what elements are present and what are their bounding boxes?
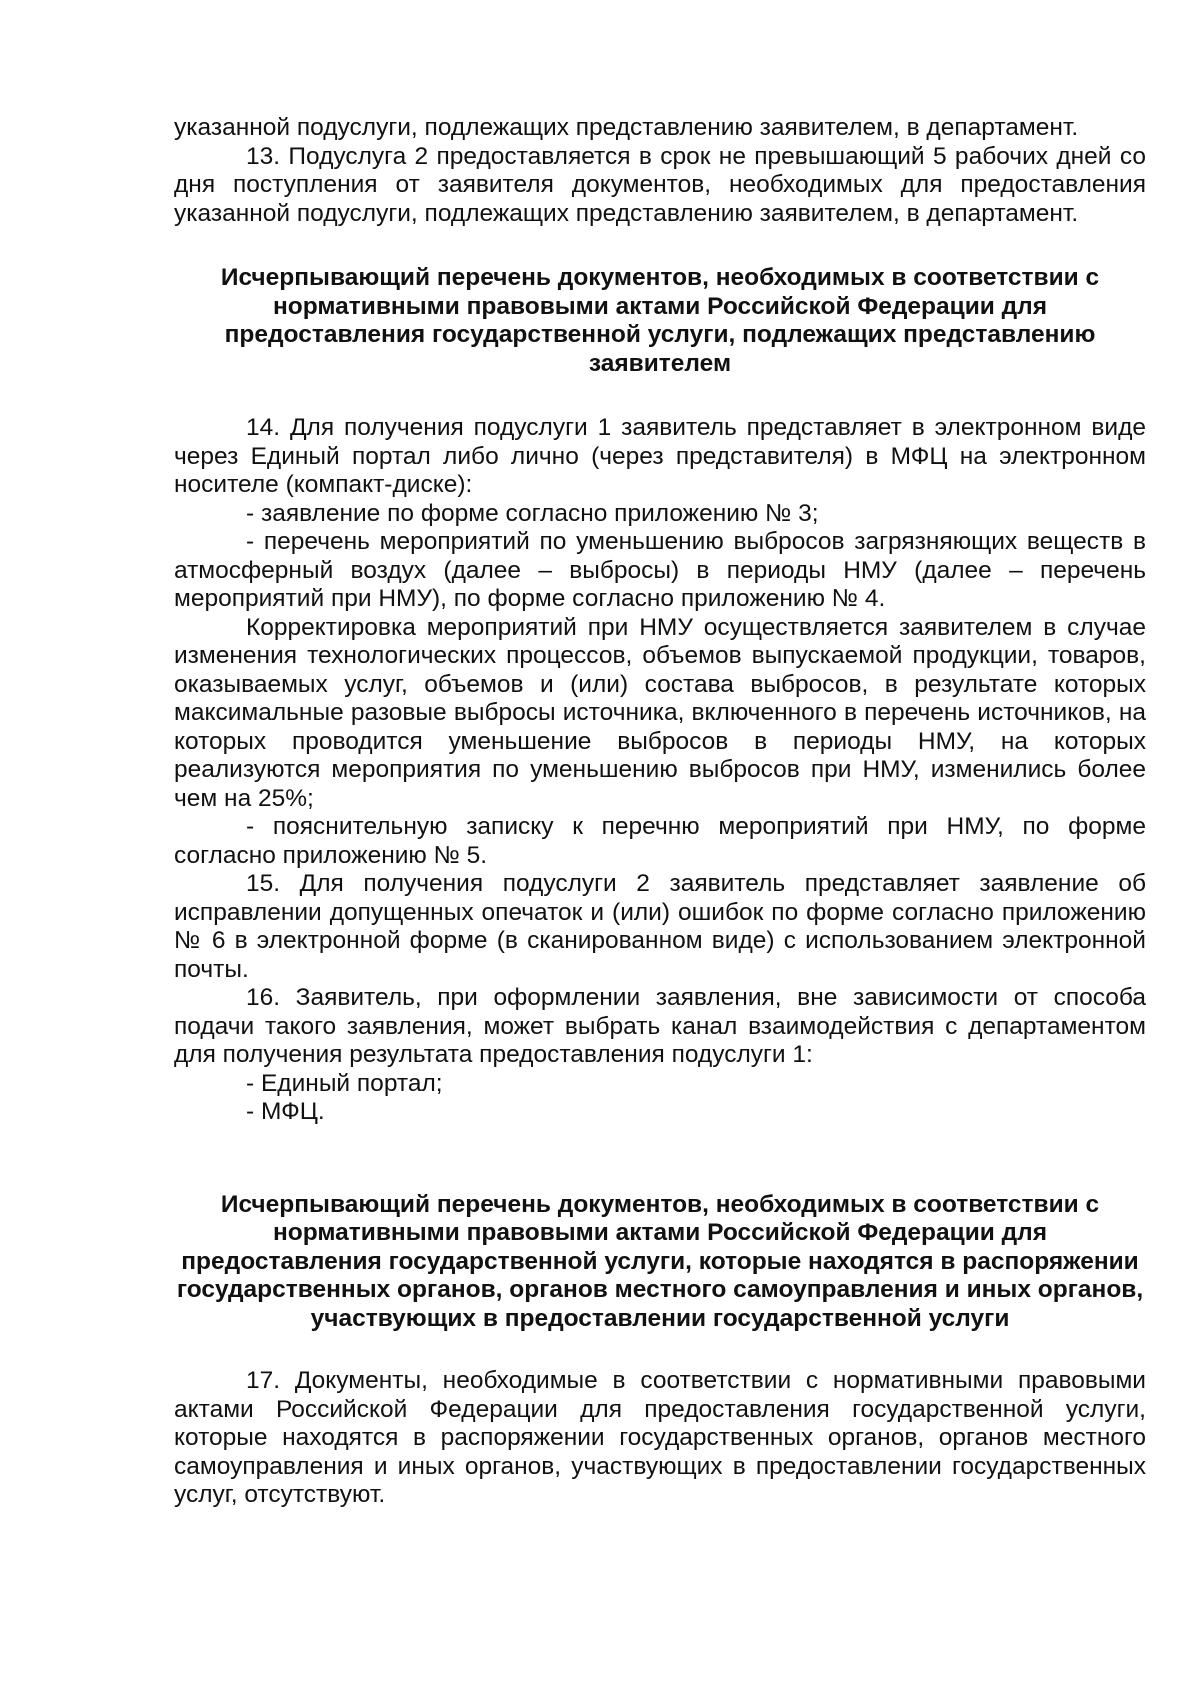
- paragraph-continuation: указанной подуслуги, подлежащих представлению заявителем, в департамент.: [174, 114, 1079, 141]
- section-heading-documents-by-authorities: Исчерпывающий перечень документов, необходимых в соответствии с нормативными правовыми актами Российской Федерации для предоставления государственной услуги, которые находятся в распоряжении государственных органов, органов местного самоуправления и иных органов, участвующих в предоставлении государственной услуги: [176, 1190, 1144, 1332]
- list-item-application-form: - заявление по форме согласно приложению № 3;: [246, 499, 819, 527]
- section-heading-documents-by-applicant: Исчерпывающий перечень документов, необходимых в соответствии с нормативными правовыми актами Российской Федерации для предоставления государственной услуги, подлежащих представлению заявителем: [220, 264, 1100, 377]
- paragraph-13: 13. Подуслуга 2 предоставляется в срок не превышающий 5 рабочих дней со дня поступления от заявителя документов, необходимых для предоставления указанной подуслуги, подлежащих представлению заявителем, в департамент.: [174, 142, 1146, 227]
- paragraph-15: 15. Для получения подуслуги 2 заявитель представляет заявление об исправлении допущенных опечаток и (или) ошибок по форме согласно приложению № 6 в электронной форме (в сканированном виде) с использованием электронной почты.: [174, 870, 1146, 983]
- paragraph-16: 16. Заявитель, при оформлении заявления, вне зависимости от способа подачи такого заявления, может выбрать канал взаимодействия с департаментом для получения результата предоставления подуслуги 1:: [174, 984, 1146, 1068]
- list-item-single-portal: - Единый портал;: [246, 1069, 443, 1097]
- paragraph-14: 14. Для получения подуслуги 1 заявитель представляет в электронном виде через Единый портал либо лично (через представителя) в МФЦ на электронном носителе (компакт-диске):: [174, 414, 1146, 498]
- list-item-explanatory-note: - пояснительную записку к перечню мероприятий при НМУ, по форме согласно приложению № 5.: [174, 813, 1146, 869]
- paragraph-17: 17. Документы, необходимые в соответствии с нормативными правовыми актами Российской Федерации для предоставления государственной услуги, которые находятся в распоряжении государственных органов, органов местного самоуправления и иных органов, участвующих в предоставлении государственных услуг, отсутствуют.: [174, 1367, 1146, 1508]
- paragraph-correction: Корректировка мероприятий при НМУ осуществляется заявителем в случае изменения технологических процессов, объемов выпускаемой продукции, товаров, оказываемых услуг, объемов и (или) состава выбросов, в результате которых максимальные разовые выбросы источника, включенного в перечень источников, на которых проводится уменьшение выбросов в периоды НМУ, на которых реализуются мероприятия по уменьшению выбросов при НМУ, изменились более чем на 25%;: [174, 613, 1146, 812]
- list-item-measures-list: - перечень мероприятий по уменьшению выбросов загрязняющих веществ в атмосферный воздух (далее – выбросы) в периоды НМУ (далее – перечень мероприятий при НМУ), по форме согласно приложению № 4.: [174, 528, 1146, 612]
- document-page: [174, 114, 1146, 1510]
- list-item-mfc: - МФЦ.: [246, 1098, 325, 1125]
